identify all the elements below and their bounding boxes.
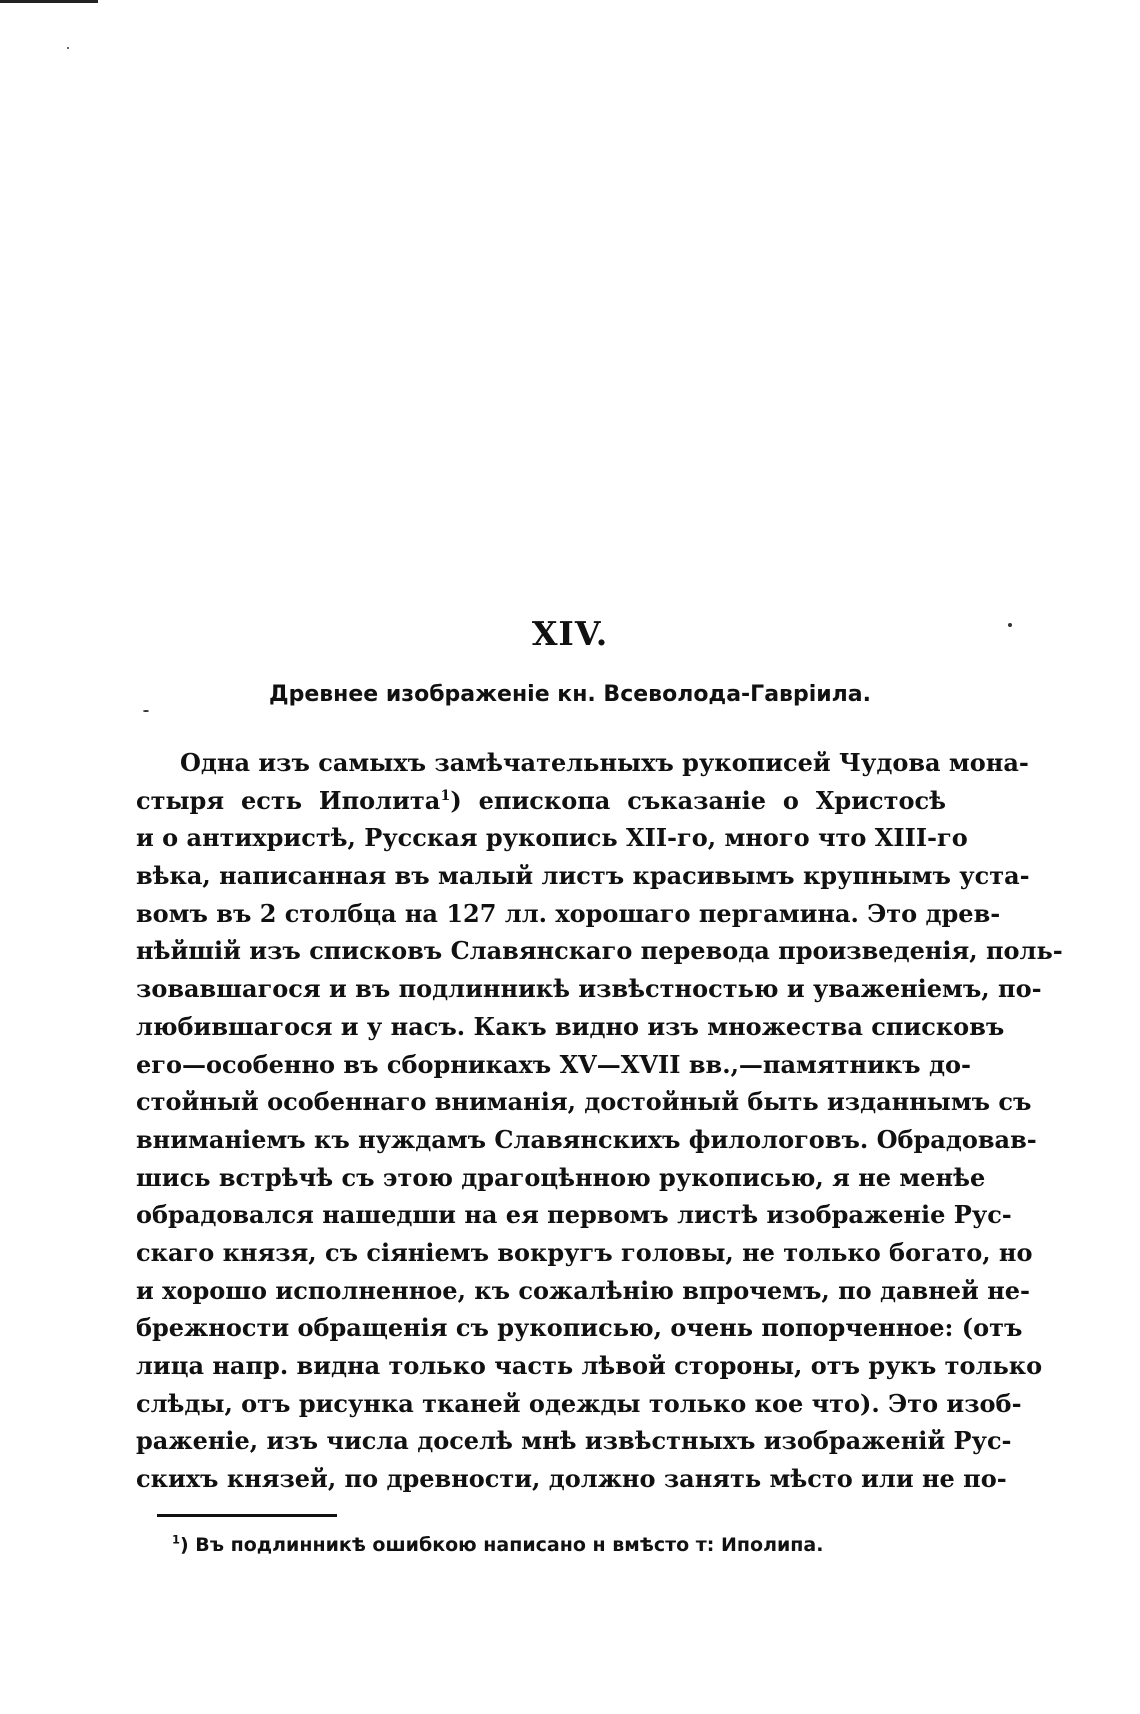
footnote-text: ) Въ подлинникѣ ошибкою написано н вмѣсто т: Иполипа. xyxy=(179,1534,824,1556)
text-line: вомъ въ 2 столбца на 127 лл. хорошаго пергамина. Это древ- xyxy=(136,898,1001,928)
text-line: лица напр. видна только часть лѣвой стороны, отъ рукъ только xyxy=(136,1351,1043,1380)
footnote-marker: 1 xyxy=(440,786,451,804)
text-line: вниманіемъ къ нуждамъ Славянскихъ филологовъ. Обрадовав- xyxy=(136,1124,1037,1154)
chapter-number: XIV. xyxy=(531,614,609,653)
text-line: Одна изъ самыхъ замѣчательныхъ рукописей Чудова мона- xyxy=(180,748,1029,777)
text-line: раженіе, изъ числа доселѣ мнѣ извѣстныхъ изображеній Рус- xyxy=(136,1426,1012,1456)
text-line: скихъ князей, по древности, должно занять мѣсто или не по- xyxy=(136,1464,1007,1494)
text-line: шись встрѣчѣ съ этою драгоцѣнною рукописью, я не менѣе xyxy=(136,1162,986,1192)
text-line: и о антихристѣ, Русская рукопись XII-го, много что XIII-го xyxy=(136,823,968,853)
text-line: брежности обращенія съ рукописью, очень попорченное: (отъ xyxy=(136,1313,1023,1343)
chapter-title: Древнее изображеніе кн. Всеволода-Гавріила. xyxy=(269,682,871,707)
text-line: слѣды, отъ рисунка тканей одежды только кое что). Это изоб- xyxy=(136,1388,1022,1418)
text-line: его—особенно въ сборникахъ XV—XVII вв.,—памятникъ до- xyxy=(136,1049,971,1079)
text-line xyxy=(136,782,946,820)
footnote-rule xyxy=(157,1514,337,1517)
footnote-marker: 1 xyxy=(172,1532,180,1547)
text-line: и хорошо исполненное, къ сожалѣнію впрочемъ, по давней не- xyxy=(136,1275,1031,1305)
body-paragraph xyxy=(136,744,1063,1498)
text-line: вѣка, написанная въ малый листъ красивымъ крупнымъ уста- xyxy=(136,861,1030,891)
text-line: зовавшагося и въ подлинникѣ извѣстностью и уваженіемъ, по- xyxy=(136,974,1042,1004)
text-line: обрадовался нашедши на ея первомъ листѣ изображеніе Рус- xyxy=(136,1200,1012,1230)
text-line: нѣйшій изъ списковъ Славянскаго перевода произведенія, поль- xyxy=(136,936,1063,966)
text-line: стойный особеннаго вниманія, достойный быть изданнымъ съ xyxy=(136,1087,1032,1117)
text-fragment: стыря есть Иполита xyxy=(136,785,441,815)
text-line: любившагося и у насъ. Какъ видно изъ множества списковъ xyxy=(136,1011,1005,1041)
speck xyxy=(143,710,149,712)
corner-rule xyxy=(0,0,98,3)
speck xyxy=(67,47,69,49)
footnote xyxy=(172,1534,823,1556)
text-fragment: ) епископа съказаніе о Христосѣ xyxy=(450,785,946,815)
text-line: скаго князя, съ сіяніемъ вокругъ головы, не только богато, но xyxy=(136,1237,1033,1267)
